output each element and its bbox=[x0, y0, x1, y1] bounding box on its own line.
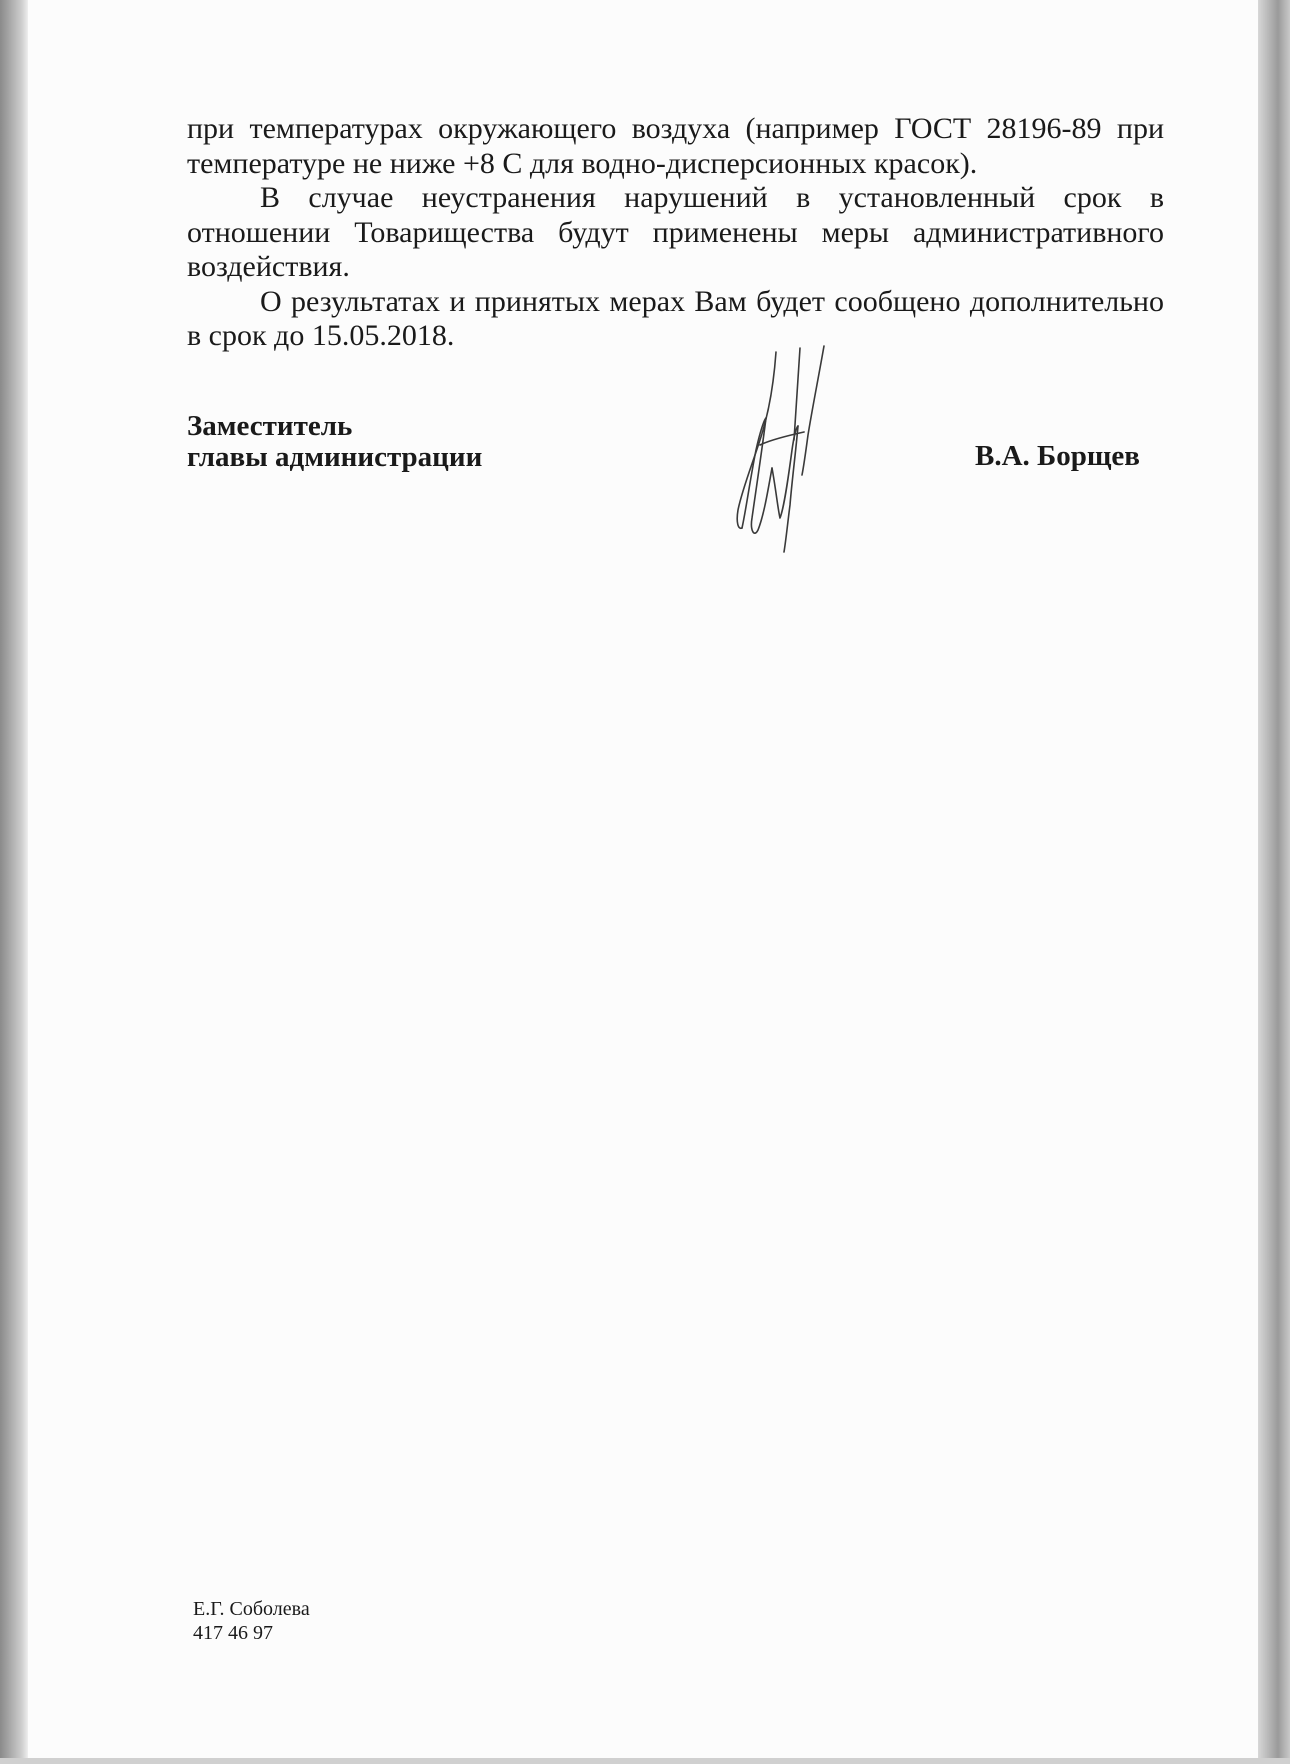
signatory-title bbox=[187, 411, 482, 473]
paragraph-results: О результатах и принятых мерах Вам будет сообщено дополнительно в срок до 15.05.2018. bbox=[187, 284, 1164, 352]
scan-border-bottom bbox=[0, 1758, 1290, 1764]
paragraph-violations: В случае неустранения нарушений в установленный срок в отношении Товарищества будут применены меры административного воздействия. bbox=[187, 181, 1164, 283]
executor-name: Е.Г. Соболева bbox=[193, 1598, 310, 1620]
signatory-title-line1: Заместитель bbox=[187, 410, 353, 442]
scan-border-right bbox=[1258, 0, 1290, 1764]
signatory-title-line2: главы администрации bbox=[187, 441, 483, 473]
executor-block bbox=[193, 1597, 310, 1645]
signature-icon bbox=[700, 340, 840, 555]
scan-border-left bbox=[0, 0, 28, 1764]
letter-body bbox=[187, 112, 1164, 354]
executor-phone: 417 46 97 bbox=[193, 1622, 273, 1644]
signatory-name: В.А. Борщев bbox=[975, 440, 1140, 472]
paragraph-continuation: при температурах окружающего воздуха (например ГОСТ 28196-89 при температуре не ниже +8 С для водно-дисперсионных красок). bbox=[187, 112, 1164, 180]
